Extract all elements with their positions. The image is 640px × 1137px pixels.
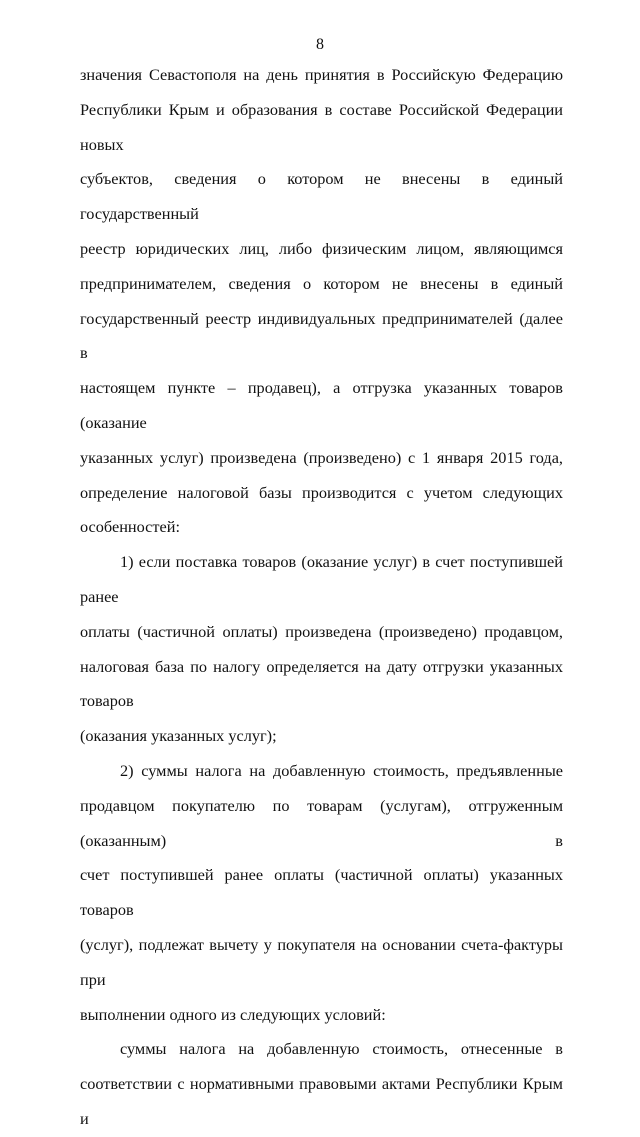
paragraph-conditions [80, 1032, 563, 1136]
text-line: соответствии с нормативными правовыми актами Республики Крым и [80, 1074, 563, 1128]
text-line: особенностей: [80, 517, 180, 537]
text-line: суммы налога на добавленную стоимость, отнесенные в [120, 1039, 563, 1059]
text-line: выполнении одного из следующих условий: [80, 1004, 386, 1024]
text-line: реестр юридических лиц, либо физическим лицом, являющимся [80, 238, 563, 258]
paragraph-item-1 [80, 545, 563, 754]
paragraph-item-2 [80, 754, 563, 1032]
text-line: Республики Крым и образования в составе Российской Федерации новых [80, 99, 563, 154]
document-body [80, 58, 563, 1137]
text-line: настоящем пункте – продавец), а отгрузка указанных товаров (оказание [80, 378, 563, 432]
text-line: 1) если поставка товаров (оказание услуг) в счет поступившей ранее [80, 552, 563, 606]
text-line: определение налоговой базы производится с учетом следующих [80, 482, 563, 502]
paragraph-continuation [80, 58, 563, 545]
page-number: 8 [316, 36, 324, 53]
text-line: государственный реестр индивидуальных предпринимателей (далее в [80, 308, 563, 363]
text-line: предпринимателем, сведения о котором не внесены в единый [80, 273, 563, 293]
text-line: субъектов, сведения о котором не внесены в единый государственный [80, 169, 563, 224]
text-line: налоговая база по налогу определяется на дату отгрузки указанных товаров [80, 656, 563, 711]
text-line: указанных услуг) произведена (произведено) с 1 января 2015 года, [80, 447, 563, 467]
text-line: (услуг), подлежат вычету у покупателя на основании счета-фактуры при [80, 934, 563, 989]
text-line: (оказания указанных услуг); [80, 726, 277, 746]
text-line: значения Севастополя на день принятия в Российскую Федерацию [80, 65, 563, 84]
text-line: оплаты (частичной оплаты) произведена (произведено) продавцом, [80, 621, 563, 641]
text-line: счет поступившей ранее оплаты (частичной оплаты) указанных товаров [80, 865, 563, 920]
text-line: продавцом покупателю по товарам (услугам), отгруженным (оказанным) в [80, 795, 563, 850]
text-line: 2) суммы налога на добавленную стоимость, предъявленные [120, 760, 563, 780]
